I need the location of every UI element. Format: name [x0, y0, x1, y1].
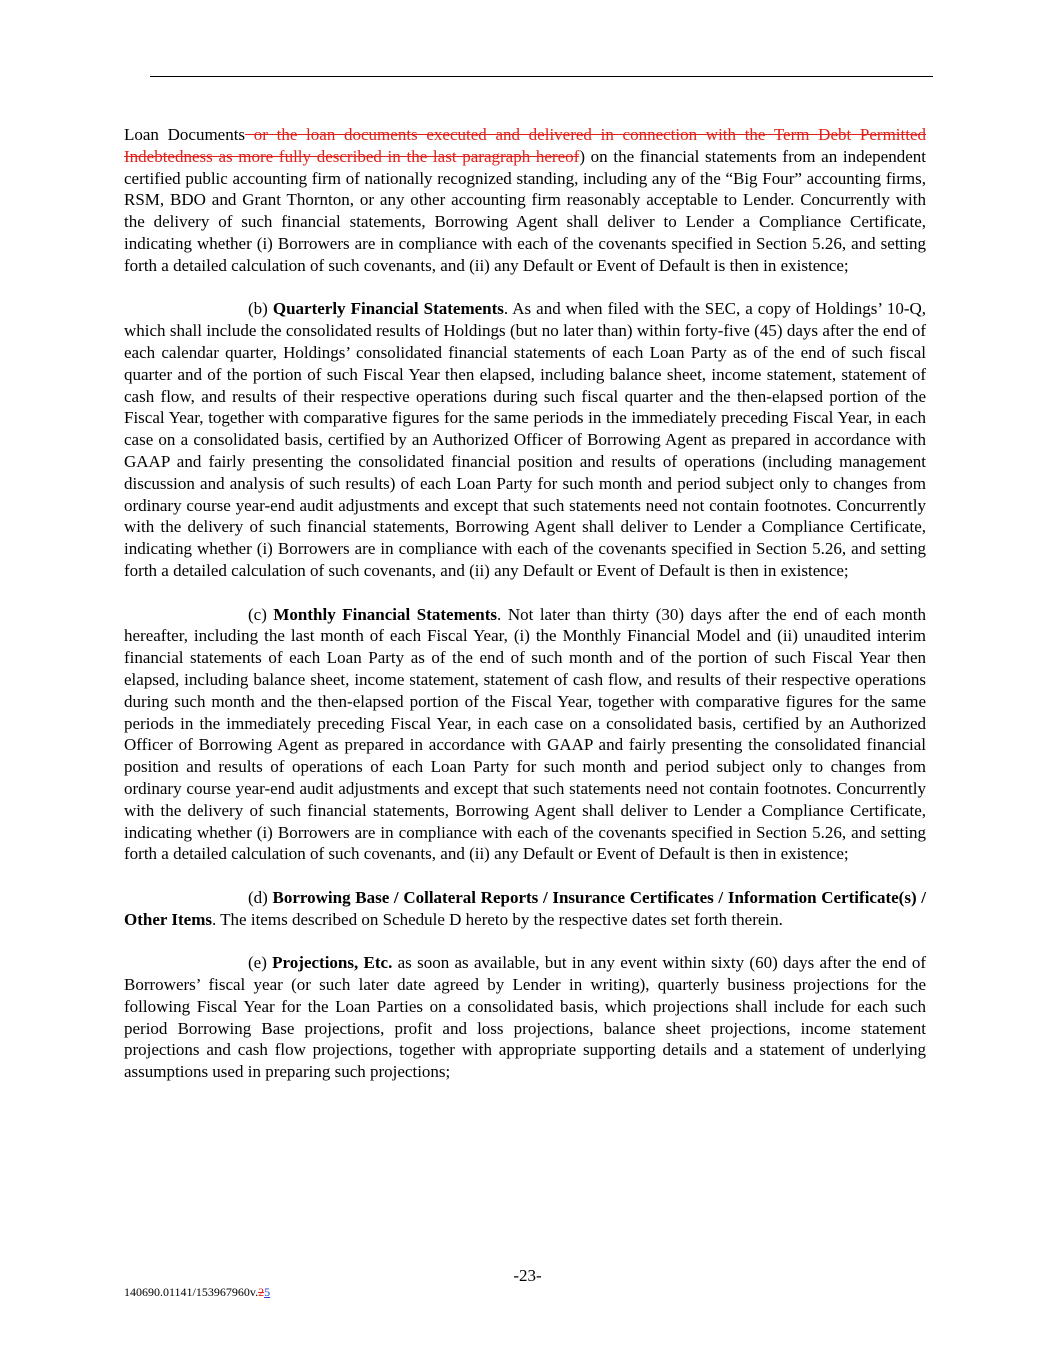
paragraph-e-marker: (e): [248, 953, 273, 973]
paragraph-e-text: as soon as available, but in any event within sixty (60) days after the end of Borrowers’ fiscal year (or such later date agreed by Lender in writing), quarterly business projections for the following Fiscal Year for the Loan Parties on a consolidated basis, which projections shall include for each such period Borrowing Base projections, profit and loss projections, balance sheet projections, income statement projections and cash flow projections, together with appropriate supporting details and a statement of underlying assumptions used in preparing such projections;: [124, 953, 926, 1082]
deleted-text: or the loan documents executed and delivered in connection with the Term Debt Permitted Indebtedness as more fully described in the last paragraph hereof: [124, 125, 927, 166]
paragraph-c-marker: (c): [248, 604, 274, 624]
paragraph-e-heading: Projections, Etc.: [272, 953, 393, 973]
header-rule: [150, 76, 933, 77]
paragraph-b-marker: (b): [248, 299, 273, 319]
document-id: [124, 1285, 270, 1300]
document-id-prefix: 140690.01141/153967960v.: [124, 1285, 259, 1299]
paragraph-b: [124, 298, 926, 581]
paragraph-a-text: ) on the financial statements from an independent certified public accounting firm of nationally recognized standing, including any of the “Big Four” accounting firms, RSM, BDO and Grant Thornton, or any other accounting firm reasonably acceptable to Lender. Concurrently with the delivery of such financial statements, Borrowing Agent shall deliver to Lender a Compliance Certificate, indicating whether (i) Borrowers are in compliance with each of the covenants specified in Section 5.26, and setting forth a detailed calculation of such covenants, and (ii) any Default or Event of Default is then in existence;: [124, 146, 926, 275]
paragraph-e: [124, 952, 926, 1083]
paragraph-a-lead: Loan Documents: [124, 125, 246, 144]
paragraph-a: [124, 124, 926, 277]
version-inserted: 5: [264, 1285, 271, 1299]
document-body: [124, 124, 926, 1105]
paragraph-c-heading: Monthly Financial Statements: [273, 604, 498, 624]
paragraph-d-text: . The items described on Schedule D hereto by the respective dates set forth therein.: [211, 909, 783, 929]
paragraph-d-marker: (d): [248, 887, 273, 907]
page-number: -23-: [513, 1266, 542, 1285]
paragraph-c: [124, 604, 926, 866]
paragraph-d: [124, 887, 926, 931]
paragraph-d-heading: Borrowing Base / Collateral Reports / Insurance Certificates / Information Certificate(s) / Other Items: [124, 887, 926, 929]
paragraph-b-text: . As and when filed with the SEC, a copy of Holdings’ 10-Q, which shall include the consolidated results of Holdings (but no later than) within forty-five (45) days after the end of each calendar quarter, Holdings’ consolidated financial statements of each Loan Party as of the end of such fiscal quarter and of the portion of such Fiscal Year then elapsed, including balance sheet, income statement, statement of cash flow, and results of their respective operations during such fiscal quarter and the then-elapsed portion of the Fiscal Year, together with comparative figures for the same periods in the immediately preceding Fiscal Year, in each case on a consolidated basis, certified by an Authorized Officer of Borrowing Agent as prepared in accordance with GAAP and fairly presenting the consolidated financial position and results of operations (including management discussion and analysis of such results) of each Loan Party for such month and period subject only to changes from ordinary course year-end audit adjustments and except that such statements need not contain footnotes. Concurrently with the delivery of such financial statements, Borrowing Agent shall deliver to Lender a Compliance Certificate, indicating whether (i) Borrowers are in compliance with each of the covenants specified in Section 5.26, and setting forth a detailed calculation of such covenants, and (ii) any Default or Event of Default is then in existence;: [124, 299, 927, 580]
paragraph-c-text: . Not later than thirty (30) days after the end of each month hereafter, including the last month of each Fiscal Year, (i) the Monthly Financial Model and (ii) unaudited interim financial statements of each Loan Party as of the end of such month and of the portion of such Fiscal Year then elapsed, including balance sheet, income statement, statement of cash flow, and results of their respective operations during such month and the then-elapsed portion of the Fiscal Year, together with comparative figures for the same periods in the immediately preceding Fiscal Year, in each case on a consolidated basis, certified by an Authorized Officer of Borrowing Agent as prepared in accordance with GAAP and fairly presenting the consolidated financial position and results of operations of each Loan Party for such month and period subject only to changes from ordinary course year-end audit adjustments and except that such statements need not contain footnotes. Concurrently with the delivery of such financial statements, Borrowing Agent shall deliver to Lender a Compliance Certificate, indicating whether (i) Borrowers are in compliance with each of the covenants specified in Section 5.26, and setting forth a detailed calculation of such covenants, and (ii) any Default or Event of Default is then in existence;: [124, 604, 926, 864]
paragraph-b-heading: Quarterly Financial Statements: [272, 299, 504, 319]
version-deleted: 2: [258, 1285, 265, 1299]
